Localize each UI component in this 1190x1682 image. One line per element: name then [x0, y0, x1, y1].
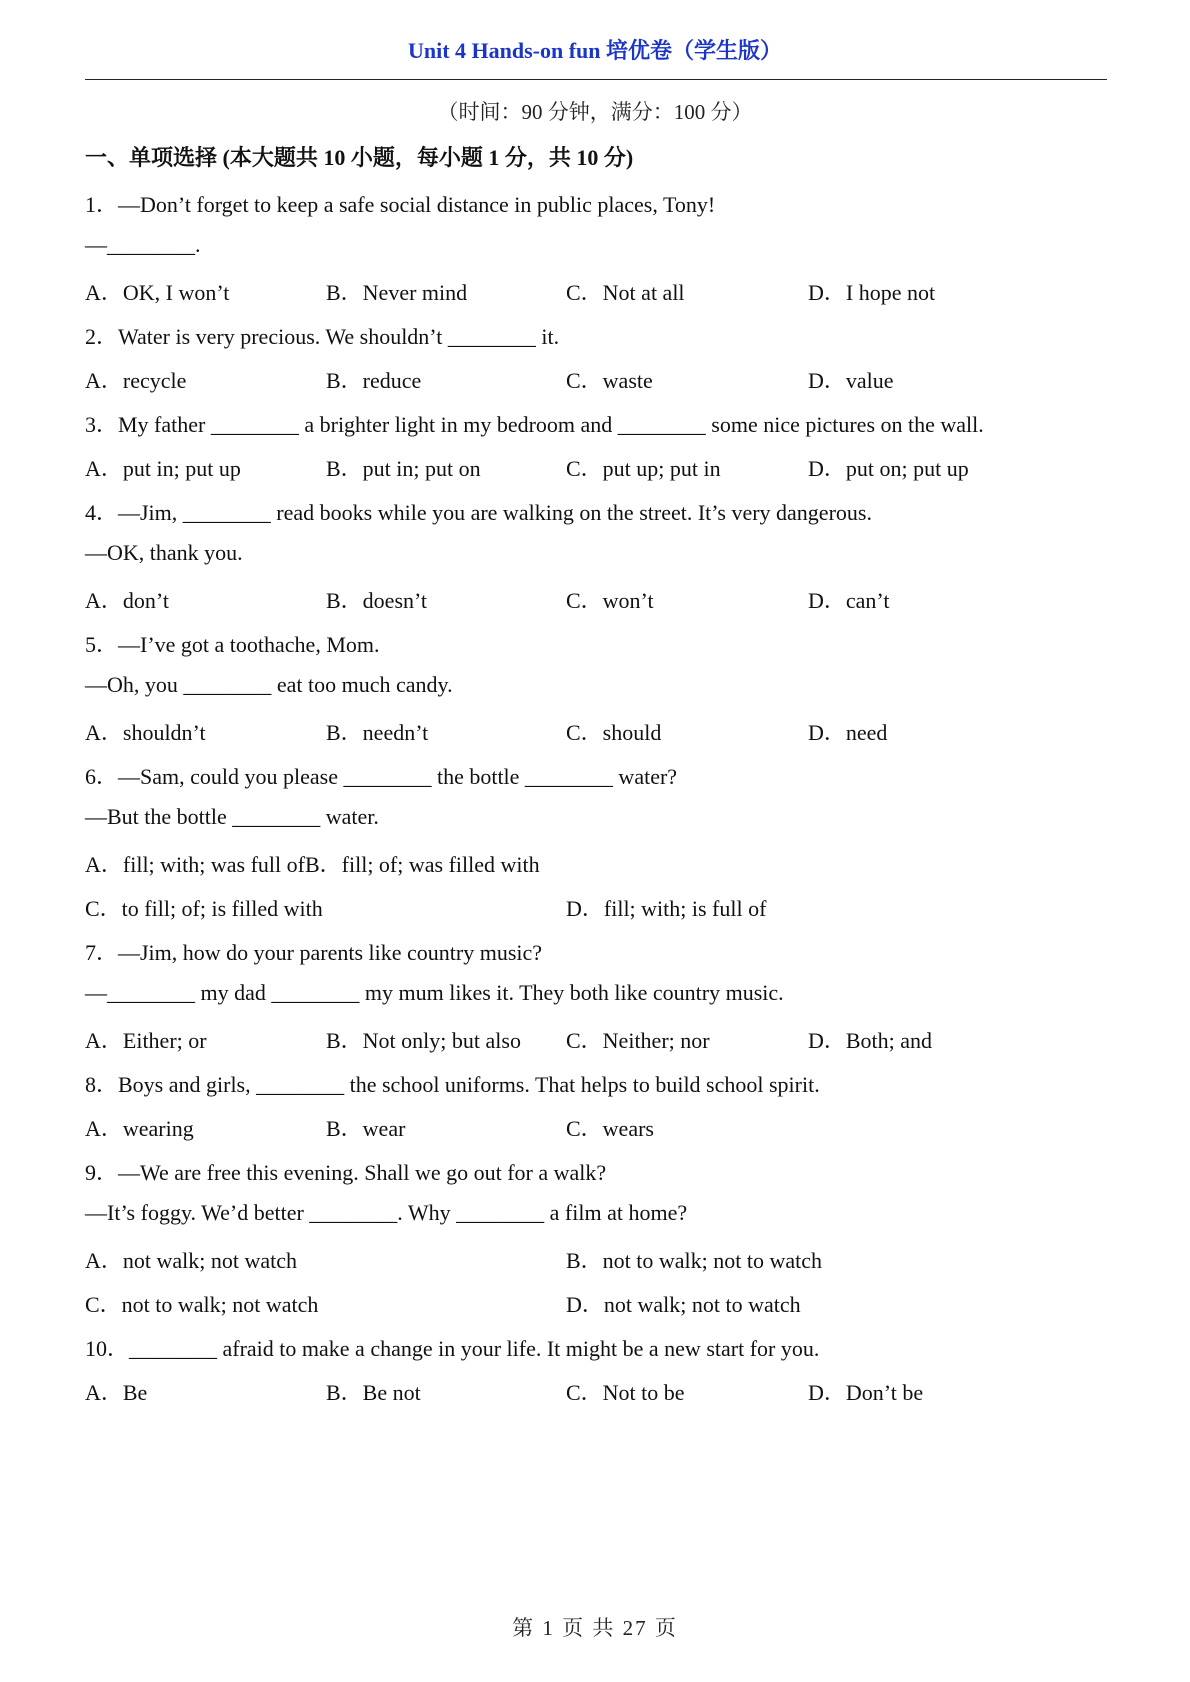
question-8-option-c: C．wears [566, 1116, 654, 1141]
question-1-option-b: B．Never mind [326, 280, 468, 305]
question-1-option-c: C．Not at all [566, 280, 685, 305]
question-2-option-c: C．waste [566, 368, 653, 393]
question-5-option-b: B．needn’t [326, 720, 429, 745]
question-10-option-c: C．Not to be [566, 1380, 685, 1405]
question-3-option-b: B．put in; put on [326, 456, 481, 481]
question-3-stem: 3．My father ________ a brighter light in my bedroom and ________ some nice pictures on the wall. [85, 412, 984, 437]
question-7-response: —________ my dad ________ my mum likes it. They both like country music. [85, 980, 784, 1005]
question-10-option-a: A．Be [85, 1380, 148, 1405]
question-9-option-b: B．not to walk; not to watch [566, 1248, 823, 1273]
document-title: Unit 4 Hands-on fun 培优卷（学生版） [407, 38, 783, 63]
question-8-option-a: A．wearing [85, 1116, 194, 1141]
question-2-option-d: D．value [808, 368, 894, 393]
question-1-option-a: A．OK, I won’t [85, 280, 230, 305]
question-4-response: —OK, thank you. [85, 540, 243, 565]
question-5-stem: 5．—I’ve got a toothache, Mom. [85, 632, 380, 657]
question-7-stem: 7．—Jim, how do your parents like country music? [85, 940, 543, 965]
question-2-stem: 2．Water is very precious. We shouldn’t ________ it. [85, 324, 560, 349]
question-5-response: —Oh, you ________ eat too much candy. [85, 672, 453, 697]
question-3-option-a: A．put in; put up [85, 456, 241, 481]
question-4-option-d: D．can’t [808, 588, 890, 613]
question-10-option-b: B．Be not [326, 1380, 421, 1405]
question-7-option-a: A．Either; or [85, 1028, 207, 1053]
question-4-stem: 4．—Jim, ________ read books while you are walking on the street. It’s very dangerous. [85, 500, 872, 525]
question-1-stem: 1．—Don’t forget to keep a safe social distance in public places, Tony! [85, 192, 716, 217]
exam-time-score: （时间：90 分钟，满分：100 分） [437, 100, 753, 124]
question-3-option-c: C．put up; put in [566, 456, 721, 481]
question-2-option-a: A．recycle [85, 368, 187, 393]
question-8-stem: 8．Boys and girls, ________ the school uniforms. That helps to build school spirit. [85, 1072, 820, 1097]
question-5-option-c: C．should [566, 720, 662, 745]
question-4-option-c: C．won’t [566, 588, 654, 613]
page-number: 第 1 页 共 27 页 [512, 1616, 678, 1640]
question-10-option-d: D．Don’t be [808, 1380, 924, 1405]
question-3-option-d: D．put on; put up [808, 456, 969, 481]
question-4-option-b: B．doesn’t [326, 588, 428, 613]
question-1-response: —________. [85, 232, 201, 257]
question-7-option-b: B．Not only; but also [326, 1028, 521, 1053]
question-9-option-d: D．not walk; not to watch [566, 1292, 801, 1317]
question-8-option-b: B．wear [326, 1116, 406, 1141]
question-7-option-d: D．Both; and [808, 1028, 933, 1053]
question-1-option-d: D．I hope not [808, 280, 936, 305]
question-2-option-b: B．reduce [326, 368, 422, 393]
section-heading: 一、单项选择 (本大题共 10 小题，每小题 1 分，共 10 分) [85, 145, 634, 170]
question-6-option-d: D．fill; with; is full of [566, 896, 767, 921]
question-10-stem: 10．________ afraid to make a change in your life. It might be a new start for you. [85, 1336, 820, 1361]
question-9-response: —It’s foggy. We’d better ________. Why ________ a film at home? [85, 1200, 688, 1225]
question-6-stem: 6．—Sam, could you please ________ the bottle ________ water? [85, 764, 678, 789]
question-6-option-ab: A．fill; with; was full ofB．fill; of; was filled with [85, 852, 540, 877]
header-divider [85, 79, 1107, 80]
question-9-stem: 9．—We are free this evening. Shall we go out for a walk? [85, 1160, 607, 1185]
question-6-response: —But the bottle ________ water. [85, 804, 379, 829]
question-7-option-c: C．Neither; nor [566, 1028, 710, 1053]
question-9-option-c: C．not to walk; not watch [85, 1292, 319, 1317]
question-9-option-a: A．not walk; not watch [85, 1248, 298, 1273]
question-6-option-c: C．to fill; of; is filled with [85, 896, 323, 921]
question-4-option-a: A．don’t [85, 588, 169, 613]
question-5-option-a: A．shouldn’t [85, 720, 206, 745]
question-5-option-d: D．need [808, 720, 888, 745]
